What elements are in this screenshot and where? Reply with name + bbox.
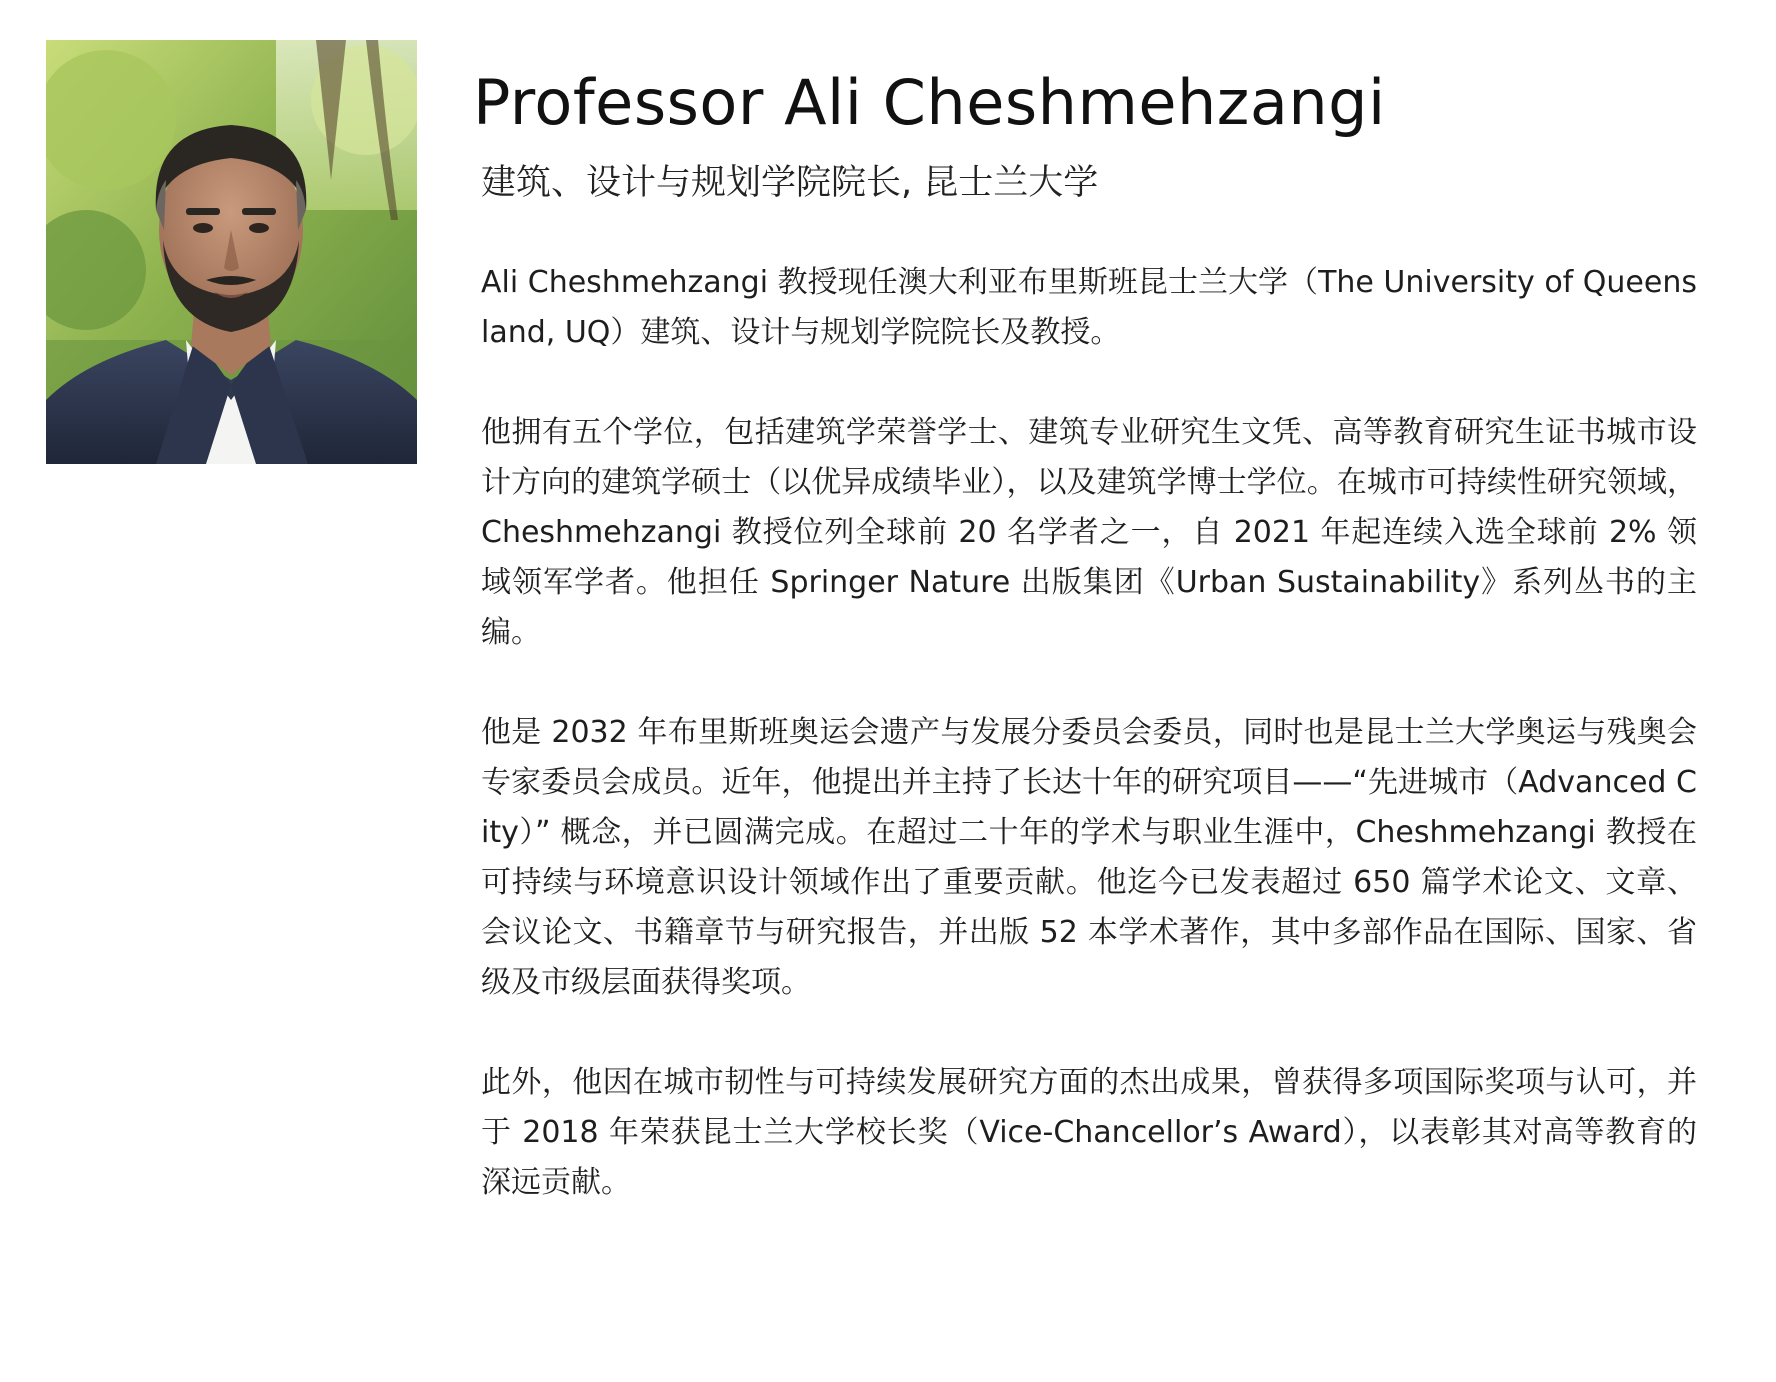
bio-paragraph: Ali Cheshmehzangi 教授现任澳大利亚布里斯班昆士兰大学（The University of Queensland, UQ）建筑、设计与规划学院院长及教授。 (481, 265, 1697, 350)
portrait-illustration (46, 40, 417, 464)
portrait-photo (46, 40, 417, 464)
bio-paragraph: 此外，他因在城市韧性与可持续发展研究方面的杰出成果，曾获得多项国际奖项与认可，并于 2018 年荣获昆士兰大学校长奖（Vice-Chancellor’s Award），以表彰其对高等教育的深远贡献。 (481, 1065, 1697, 1200)
profile-name: Professor Ali Cheshmehzangi (473, 66, 1386, 139)
profile-role: 建筑、设计与规划学院院长, 昆士兰大学 (481, 163, 1099, 203)
profile-content (473, 58, 1697, 1258)
profile-bio (481, 258, 1697, 1208)
bio-paragraph: 他是 2032 年布里斯班奥运会遗产与发展分委员会委员，同时也是昆士兰大学奥运与残奥会专家委员会成员。近年，他提出并主持了长达十年的研究项目——“先进城市（Advanced City）” 概念，并已圆满完成。在超过二十年的学术与职业生涯中，Cheshmehzangi 教授在可持续与环境意识设计领域作出了重要贡献。他迄今已发表超过 650 篇学术论文、文章、会议论文、书籍章节与研究报告，并出版 52 本学术著作，其中多部作品在国际、国家、省级及市级层面获得奖项。 (481, 715, 1697, 1000)
bio-paragraph: 他拥有五个学位，包括建筑学荣誉学士、建筑专业研究生文凭、高等教育研究生证书城市设计方向的建筑学硕士（以优异成绩毕业），以及建筑学博士学位。在城市可持续性研究领域，Cheshmehzangi 教授位列全球前 20 名学者之一，自 2021 年起连续入选全球前 2% 领域领军学者。他担任 Springer Nature 出版集团《Urban Sustainability》系列丛书的主编。 (481, 415, 1697, 650)
